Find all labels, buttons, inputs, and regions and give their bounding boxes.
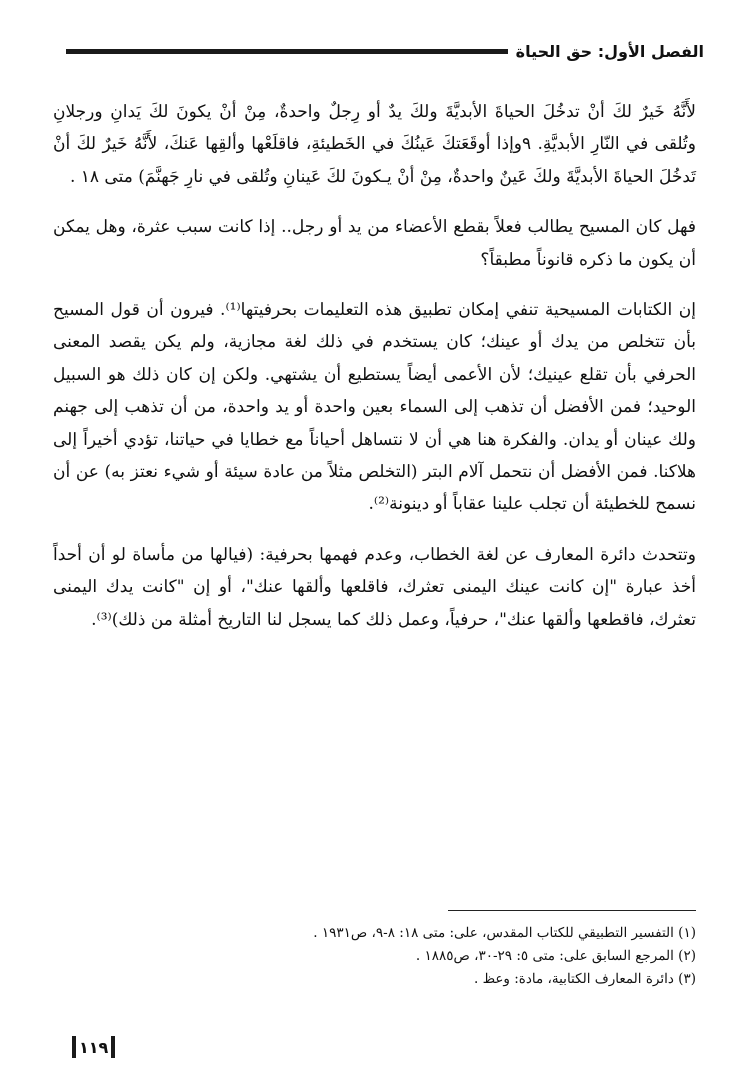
footnotes xyxy=(56,922,696,991)
interpretation-paragraph: إن الكتابات المسيحية تنفي إمكان تطبيق هذه التعليمات بحرفيتها⁽¹⁾. فيرون أن قول المسيح بأن تتخلص من يدك أو عينك؛ كان يستخدم في ذلك لغة مجازية، ولم يكن يقصد المعنى الحرفي بأن تقلع عينيك؛ لأن الأعمى أيضاً يستطيع أن يشتهي. ولكن إن كان ذلك هو السبيل الوحيد؛ فمن الأفضل أن تذهب إلى السماء بعين واحدة أو يد واحدة، من أن تذهب إلى جهنم ولك عينان أو يدان. والفكرة هنا هي أن لا نتساهل أحياناً مع خطايا في حياتنا، تؤدي أخيراً إلى هلاكنا. فمن الأفضل أن نتحمل آلام البتر (التخلص مثلاً من عادة سيئة أو شيء نعتز به) عن أن نسمح للخطيئة أن تجلب علينا عقاباً أو دينونة⁽²⁾. xyxy=(53,300,696,515)
encyclopedia-paragraph: وتتحدث دائرة المعارف عن لغة الخطاب، وعدم فهمها بحرفية: (فيالها من مأساة لو أن أحداً أخذ عبارة "إن كانت عينك اليمنى تعثرك، فاقلعها وألقها عنك"، أو إن "كانت يدك اليمنى تعثرك، فاقطعها وألقها عنك"، حرفياً، وعمل ذلك كما يسجل لنا التاريخ أمثلة من ذلك)⁽³⁾. xyxy=(53,544,696,630)
footnote-divider xyxy=(448,910,696,911)
footnote-2: (٢) المرجع السابق على: متى ٥: ٢٩-٣٠، ص١٨٨٥ . xyxy=(415,948,696,964)
page-number-bar-right xyxy=(111,1036,115,1058)
header-rule xyxy=(66,49,508,54)
scripture-quote-paragraph: لأَنَّهُ خَيرٌ لكَ أنْ تدخُلَ الحياةَ الأبديَّةَ ولكَ يدٌ أو رِجلٌ واحدةٌ، مِنْ أنْ يكونَ لكَ يَدانِ ورجلانِ وتُلقى في النّارِ الأبديَّةِ. ٩وإذا أوقَعَتكَ عَينُكَ في الخَطيئةِ، فاقلَعْها وألقِها عَنكَ، لأَنَّهُ خَيرٌ لكَ أنْ تَدخُلَ الحياةَ الأبديَّةَ ولكَ عَينٌ واحدةٌ، مِنْ أنْ يـكونَ لكَ عَينانِ وتُلقى في نارِ جَهنَّمَ) متى ١٨ . xyxy=(53,102,696,187)
page-number-value: ١١٩ xyxy=(79,1037,109,1057)
main-text xyxy=(53,96,696,654)
footnote-3: (٣) دائرة المعارف الكتابية، مادة: وعظ . xyxy=(473,971,696,987)
page-number xyxy=(72,1036,115,1058)
chapter-header xyxy=(66,36,704,66)
question-paragraph: فهل كان المسيح يطالب فعلاً بقطع الأعضاء من يد أو رجل.. إذا كانت سبب عثرة، وهل يمكن أن يكون ما ذكره قانوناً مطبقاً؟ xyxy=(53,217,696,270)
chapter-title: الفصل الأول: حق الحياة xyxy=(515,41,704,61)
footnote-1: (١) التفسير التطبيقي للكتاب المقدس، على: متى ١٨: ٨-٩، ص١٩٣١ . xyxy=(313,925,696,941)
